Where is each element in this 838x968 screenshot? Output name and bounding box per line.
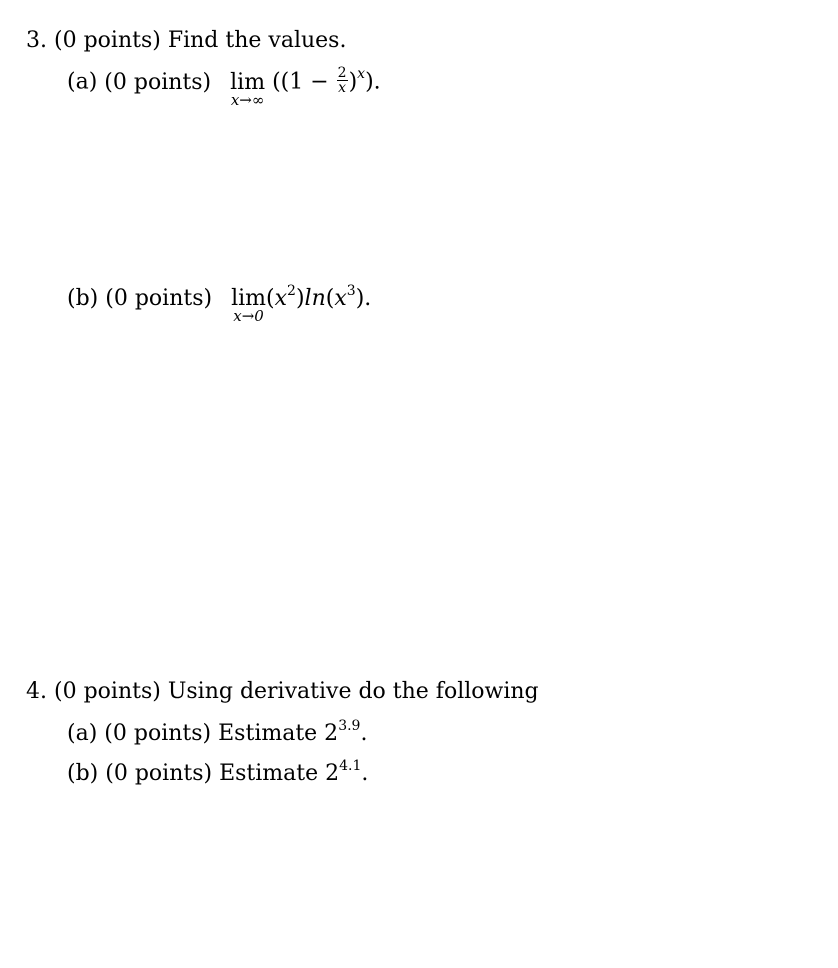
expr-part: ).	[355, 286, 372, 311]
part-label: (b)	[67, 286, 99, 311]
part-points: (0 points)	[105, 761, 213, 786]
question-points: (0 points)	[54, 28, 161, 53]
ln-function: ln	[304, 286, 326, 311]
part-end: .	[360, 721, 368, 746]
expr-part: )	[295, 286, 305, 311]
part-points: (0 points)	[104, 721, 212, 746]
question-prompt: Using derivative do the following	[167, 679, 539, 704]
exponent: 2	[287, 282, 296, 299]
question-number: 4.	[26, 679, 47, 704]
question-4-header	[26, 678, 539, 706]
expr-end: ).	[365, 69, 381, 95]
fraction	[337, 66, 348, 95]
part-text: Estimate 2	[219, 761, 340, 786]
exponent: 3	[346, 282, 356, 299]
limit-subscript: x→0	[233, 307, 264, 325]
limit-subscript: x→∞	[230, 90, 265, 109]
expr-part: (	[325, 286, 335, 311]
expr-part: (	[266, 286, 275, 311]
question-prompt: Find the values.	[167, 28, 347, 53]
question-4a	[67, 717, 368, 748]
expr-open: ((1 −	[272, 69, 329, 95]
question-4b	[67, 757, 369, 788]
part-text: Estimate 2	[218, 721, 339, 746]
part-end: .	[361, 761, 369, 786]
fraction-numerator: 2	[337, 65, 347, 81]
limit-operator	[230, 69, 266, 109]
part-label: (a)	[67, 721, 98, 746]
limit-operator	[231, 285, 267, 325]
limit-word: lim	[231, 286, 267, 311]
part-label: (b)	[67, 761, 99, 786]
limit-word: lim	[230, 69, 266, 95]
part-points: (0 points)	[105, 286, 213, 311]
fraction-denominator: x	[338, 80, 347, 96]
question-3a	[67, 65, 381, 109]
expr-close: )	[348, 69, 358, 95]
question-3b	[67, 282, 372, 325]
variable: x	[274, 286, 288, 311]
variable: x	[334, 286, 347, 311]
exponent: x	[357, 66, 366, 83]
part-points: (0 points)	[104, 69, 212, 95]
question-number: 3.	[26, 28, 47, 53]
question-points: (0 points)	[54, 679, 161, 704]
exponent: 3.9	[338, 717, 361, 734]
question-3-header	[26, 27, 346, 55]
part-label: (a)	[67, 69, 98, 95]
exponent: 4.1	[339, 757, 362, 774]
